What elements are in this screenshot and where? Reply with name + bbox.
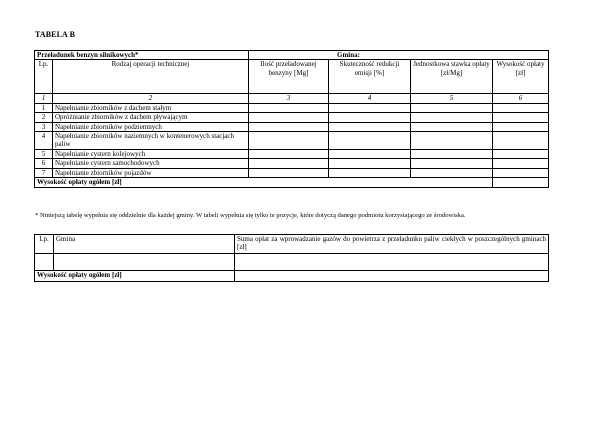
cell-skutecznosc[interactable] [329, 122, 411, 131]
summary-col-suma: Suma opłat za wprowadzanie gazów do powietrza z przeładunku paliw ciekłych w poszczególnych gminach [zł] [235, 235, 549, 254]
page-title: TABELA B [35, 30, 75, 39]
row-lp: 1 [35, 103, 53, 112]
cell-ilosc[interactable] [249, 132, 329, 150]
summary-total-value[interactable] [235, 271, 549, 282]
table-row [35, 168, 549, 177]
cell-ilosc[interactable] [249, 113, 329, 122]
col-wysokosc: Wysokość opłaty [zł] [493, 60, 549, 94]
cell-stawka[interactable] [411, 103, 493, 112]
row-name: Napełnianie cystern samochodowych [53, 159, 249, 168]
cell-ilosc[interactable] [249, 150, 329, 159]
cell-skutecznosc[interactable] [329, 132, 411, 150]
cell-stawka[interactable] [411, 122, 493, 131]
row-lp: 2 [35, 113, 53, 122]
row-lp: 4 [35, 132, 53, 150]
summary-cell-gmina[interactable] [54, 254, 235, 271]
cell-stawka[interactable] [411, 132, 493, 150]
summary-cell-lp[interactable] [35, 254, 54, 271]
cell-stawka[interactable] [411, 168, 493, 177]
cell-skutecznosc[interactable] [329, 113, 411, 122]
cell-wysokosc[interactable] [493, 168, 549, 177]
cell-stawka[interactable] [411, 113, 493, 122]
col-skutecznosc: Skuteczność redukcji emisji [%] [329, 60, 411, 94]
cell-wysokosc[interactable] [493, 103, 549, 112]
summary-total-label: Wysokość opłaty ogółem [zł] [35, 271, 235, 282]
cell-skutecznosc[interactable] [329, 150, 411, 159]
total-label: Wysokość opłaty ogółem [zł] [35, 178, 493, 188]
col-number: 4 [329, 94, 411, 103]
header-gmina: Gmina: [249, 51, 549, 60]
col-rodzaj: Rodzaj operacji technicznej [53, 60, 249, 94]
col-ilosc: Ilość przeładowanej benzyny [Mg] [249, 60, 329, 94]
table-row [35, 159, 549, 168]
row-name: Napełnianie zbiorników z dachem stałym [53, 103, 249, 112]
table-row [35, 122, 549, 131]
col-number: 3 [249, 94, 329, 103]
col-lp: Lp. [35, 60, 53, 94]
col-number: 2 [53, 94, 249, 103]
col-number: 6 [493, 94, 549, 103]
col-stawka: Jednostkowa stawka opłaty [zł/Mg] [411, 60, 493, 94]
cell-ilosc[interactable] [249, 103, 329, 112]
summary-col-gmina: Gmina [54, 235, 235, 254]
cell-ilosc[interactable] [249, 159, 329, 168]
row-name: Napełnianie zbiorników pojazdów [53, 168, 249, 177]
row-lp: 3 [35, 122, 53, 131]
footnote: * Niniejszą tabelę wypełnia się oddzielnie dla każdej gminy. W tabeli wypełnia się tylko te pozycje, które dotyczą danego podmiotu korzystającego ze środowiska. [35, 212, 466, 219]
cell-wysokosc[interactable] [493, 150, 549, 159]
header-left: Przeładunek benzyn silnikowych* [35, 51, 249, 60]
cell-ilosc[interactable] [249, 122, 329, 131]
cell-skutecznosc[interactable] [329, 103, 411, 112]
table-row [35, 254, 549, 271]
table-row [35, 113, 549, 122]
col-number: 5 [411, 94, 493, 103]
cell-skutecznosc[interactable] [329, 159, 411, 168]
cell-wysokosc[interactable] [493, 113, 549, 122]
table-row [35, 150, 549, 159]
row-name: Opróżnianie zbiorników z dachem pływającym [53, 113, 249, 122]
cell-ilosc[interactable] [249, 168, 329, 177]
row-lp: 7 [35, 168, 53, 177]
summary-col-lp: Lp. [35, 235, 54, 254]
cell-wysokosc[interactable] [493, 159, 549, 168]
total-value[interactable] [493, 178, 549, 188]
row-lp: 6 [35, 159, 53, 168]
cell-wysokosc[interactable] [493, 122, 549, 131]
row-name: Napełnianie zbiorników podziemnych [53, 122, 249, 131]
cell-stawka[interactable] [411, 150, 493, 159]
table-row [35, 132, 549, 150]
row-lp: 5 [35, 150, 53, 159]
table-summary [34, 234, 549, 282]
cell-skutecznosc[interactable] [329, 168, 411, 177]
row-name: Napełnianie cystern kolejowych [53, 150, 249, 159]
summary-cell-suma[interactable] [235, 254, 549, 271]
col-number: 1 [35, 94, 53, 103]
table-b [34, 50, 549, 188]
table-row [35, 103, 549, 112]
cell-stawka[interactable] [411, 159, 493, 168]
row-name: Napełnianie zbiorników naziemnych w kontenerowych stacjach paliw [53, 132, 249, 150]
cell-wysokosc[interactable] [493, 132, 549, 150]
